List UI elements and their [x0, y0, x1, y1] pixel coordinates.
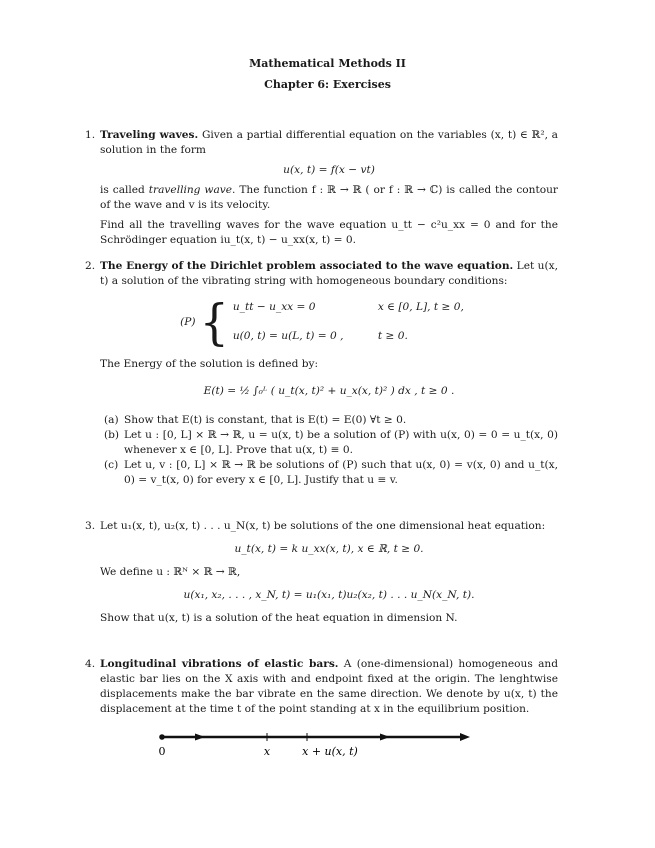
emphasis: travelling wave	[148, 184, 233, 197]
exercise-intro: Let u(x, t) a solution of the vibrating string with homogeneous boundary conditions:	[100, 260, 558, 288]
exercise-1	[85, 128, 558, 248]
boundary-value-system	[100, 293, 558, 351]
subpart-b	[100, 428, 558, 458]
subpart-label: (b)	[104, 429, 120, 442]
origin-point	[159, 734, 165, 740]
origin-label: 0	[158, 745, 166, 758]
system-equation: u(0, t) = u(L, t) = 0 ,	[232, 330, 344, 343]
exercise-heading: Longitudinal vibrations of elastic bars.	[100, 658, 339, 670]
exercise-3	[85, 519, 558, 626]
exercise-text: Find all the travelling waves for the wave equation u_tt − c²u_xx = 0 and for the Schrödinger equation iu_t(x, t) − u_xx(x, t) = 0.	[100, 219, 558, 247]
document-subtitle: Chapter 6: Exercises	[264, 78, 391, 91]
exercise-number: 1.	[85, 129, 96, 141]
subpart-label: (c)	[104, 459, 119, 472]
x-label: x	[263, 745, 271, 758]
subpart-text: Let u, v : [0, L] × ℝ → ℝ be solutions of (P) such that u(x, 0) = v(x, 0) and u_t(x, 0) = v_t(x, 0) for every x ∈ [0, L]. Justify that u ≡ v.	[124, 459, 558, 487]
document-title: Mathematical Methods II	[249, 57, 406, 70]
subpart-label: (a)	[104, 414, 119, 427]
exercise-2	[85, 259, 558, 488]
heat-equation: u_t(x, t) = k u_xx(x, t), x ∈ ℝ, t ≥ 0.	[234, 543, 424, 556]
brace-glyph: {	[199, 293, 229, 351]
exercise-text: We define u : ℝᴺ × ℝ → ℝ,	[100, 566, 241, 579]
axis-arrow-icon	[460, 733, 470, 741]
exercise-text: . The function f : ℝ → ℝ ( or f : ℝ → ℂ) is called the contour of the wave and v is its velocity.	[100, 184, 558, 212]
exercise-4	[85, 657, 558, 717]
system-condition: x ∈ [0, L], t ≥ 0,	[377, 301, 464, 314]
arrow-icon	[195, 734, 205, 741]
system-label: (P)	[180, 315, 196, 328]
exercise-text: is called	[100, 184, 145, 197]
exercise-heading: The Energy of the Dirichlet problem associated to the wave equation.	[100, 260, 514, 272]
bar-displacement-figure	[0, 725, 655, 785]
system-condition: t ≥ 0.	[377, 330, 408, 343]
exercise-number: 2.	[85, 260, 96, 272]
subpart-a	[100, 413, 558, 428]
equation: u(x, t) = f(x − vt)	[283, 164, 375, 177]
displaced-label: x + u(x, t)	[302, 745, 358, 758]
system-equation: u_tt − u_xx = 0	[232, 301, 316, 314]
energy-equation: E(t) = ½ ∫₀ᴸ ( u_t(x, t)² + u_x(x, t)² ) dx , t ≥ 0 .	[203, 385, 455, 398]
exercise-heading: Traveling waves.	[100, 129, 199, 141]
energy-intro: The Energy of the solution is defined by:	[100, 358, 319, 371]
exercise-text: Show that u(x, t) is a solution of the heat equation in dimension N.	[100, 612, 458, 625]
arrow-icon	[380, 734, 390, 741]
subpart-c	[100, 458, 558, 488]
exercise-number: 3.	[85, 520, 96, 532]
subpart-text: Show that E(t) is constant, that is E(t) = E(0) ∀t ≥ 0.	[124, 414, 407, 427]
exercise-intro: Let u₁(x, t), u₂(x, t) . . . u_N(x, t) be solutions of the one dimensional heat equation:	[100, 520, 546, 532]
subpart-text: Let u : [0, L] × ℝ → ℝ, u = u(x, t) be a solution of (P) with u(x, 0) = 0 = u_t(x, 0) whenever x ∈ [0, L]. Prove that u(x, t) ≡ 0.	[124, 429, 558, 457]
product-equation: u(x₁, x₂, . . . , x_N, t) = u₁(x₁, t)u₂(x₂, t) . . . u_N(x_N, t).	[183, 589, 475, 602]
exercise-number: 4.	[85, 658, 96, 670]
exercise-text: A (one-dimensional) homogeneous and elastic bar lies on the X axis with and endpoint fixed at the origin. The lenghtwise displacements make the bar vibrate en the same direction. We denote by u(x, t) the displacement at the time t of the point standing at x in the equilibrium position.	[100, 658, 558, 716]
exercise-intro: Given a partial differential equation on the variables (x, t) ∈ ℝ², a solution in the form	[100, 129, 558, 157]
